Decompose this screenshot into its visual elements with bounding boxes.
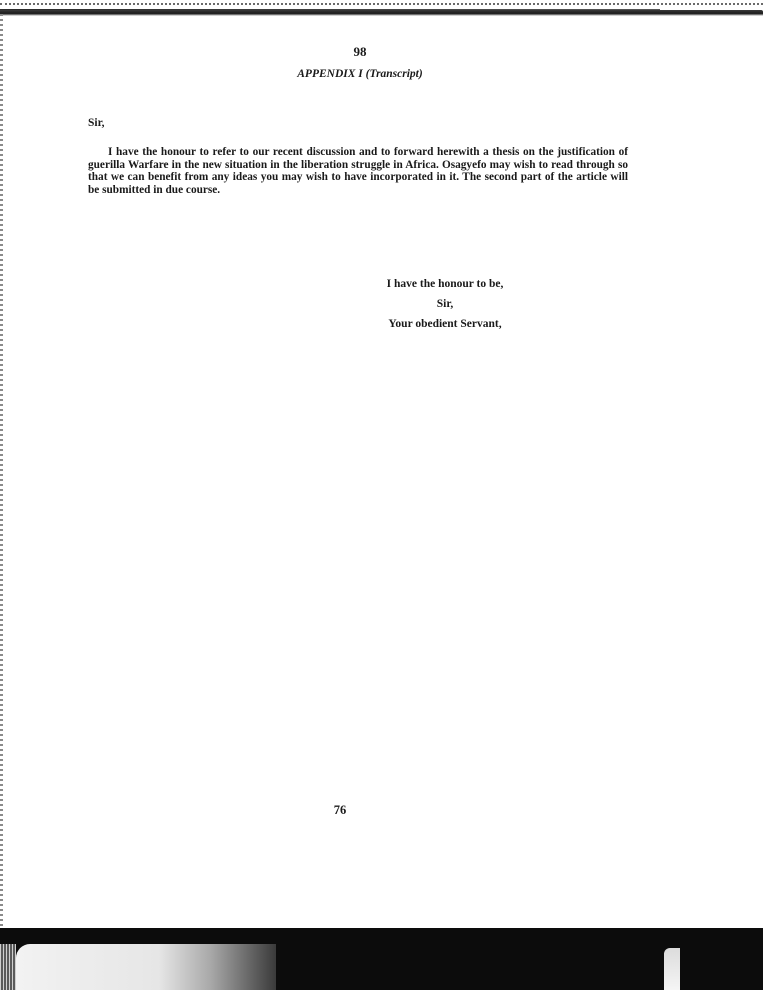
letter-salutation: Sir, (88, 117, 105, 129)
scan-edge-dotted-line (0, 3, 763, 5)
page-number-top: 98 (353, 44, 367, 59)
scan-bottom-left-highlight (16, 944, 276, 990)
closing-line-3: Your obedient Servant, (388, 318, 502, 330)
page-number-bottom: 76 (333, 803, 347, 817)
closing-line-1: I have the honour to be, (386, 278, 504, 290)
letter-closing (360, 274, 530, 334)
scan-left-edge (0, 14, 3, 930)
letter-body: I have the honour to refer to our recent discussion and to forward herewith a thesis on the justification of guerilla Warfare in the new situation in the liberation struggle in Africa. Osagyefo may wish to read through so that we can benefit from any ideas you may wish to have incorporated in it. The second part of the article will be submitted in due course. (88, 146, 628, 196)
scan-bottom-left-strip (0, 944, 16, 990)
scan-top-edge (0, 10, 763, 16)
closing-line-2: Sir, (436, 298, 454, 310)
scan-bottom-right-highlight (664, 948, 680, 990)
appendix-title: APPENDIX I (Transcript) (297, 68, 423, 80)
